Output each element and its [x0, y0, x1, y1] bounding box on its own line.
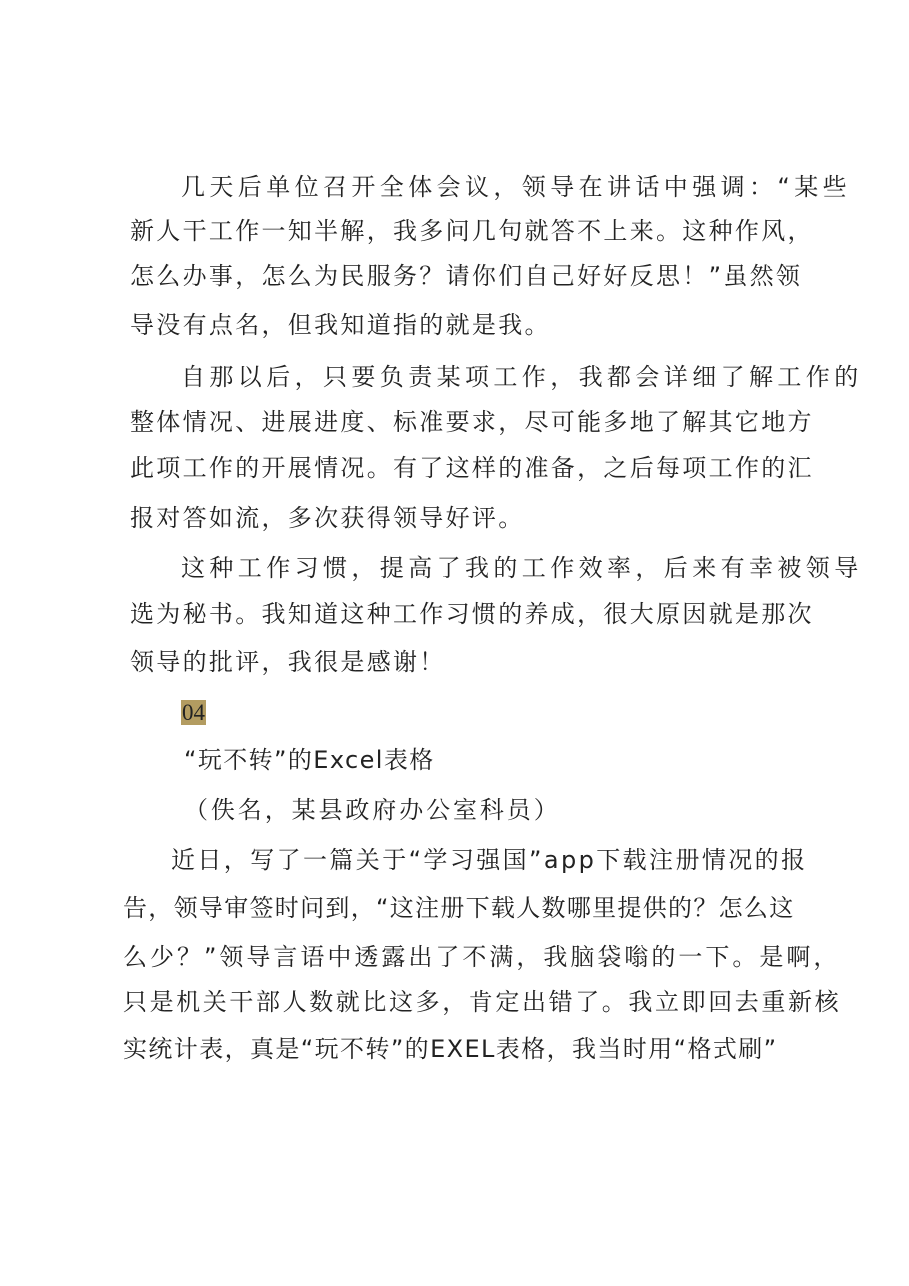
- author-note: （佚名，某县政府办公室科员）: [184, 796, 561, 824]
- story-line-4: 只是机关干部人数就比这多，肯定出错了。我立即回去重新核: [123, 988, 842, 1016]
- paragraph-2-line-4: 报对答如流，多次获得领导好评。: [130, 504, 525, 532]
- paragraph-2-line-2: 整体情况、进展进度、标准要求，尽可能多地了解其它地方: [130, 408, 814, 436]
- paragraph-3-line-3: 领导的批评，我很是感谢！: [130, 648, 446, 676]
- story-line-3: 么少？”领导言语中透露出了不满，我脑袋嗡的一下。是啊，: [123, 943, 841, 971]
- story-line-1: 近日，写了一篇关于“学习强国”app下载注册情况的报: [171, 846, 808, 874]
- story-line-2: 告，领导审签时问到，“这注册下载人数哪里提供的？怎么这: [123, 894, 795, 922]
- paragraph-1-line-2: 新人干工作一知半解，我多问几句就答不上来。这种作风，: [130, 217, 814, 245]
- paragraph-1-line-1: 几天后单位召开全体会议，领导在讲话中强调：“某些: [181, 173, 852, 201]
- paragraph-2-line-3: 此项工作的开展情况。有了这样的准备，之后每项工作的汇: [130, 454, 814, 482]
- paragraph-1-line-4: 导没有点名，但我知道指的就是我。: [130, 311, 551, 339]
- paragraph-2-line-1: 自那以后，只要负责某项工作，我都会详细了解工作的: [181, 363, 863, 391]
- section-title: “玩不转”的Excel表格: [184, 746, 435, 774]
- story-line-5: 实统计表，真是“玩不转”的EXEL表格，我当时用“格式刷”: [123, 1035, 778, 1063]
- paragraph-3-line-2: 选为秘书。我知道这种工作习惯的养成，很大原因就是那次: [130, 600, 814, 628]
- paragraph-1-line-3: 怎么办事，怎么为民服务？请你们自己好好反思！”虽然领: [130, 262, 803, 290]
- section-number-badge: 04: [182, 700, 205, 725]
- paragraph-3-line-1: 这种工作习惯，提高了我的工作效率，后来有幸被领导: [181, 554, 863, 582]
